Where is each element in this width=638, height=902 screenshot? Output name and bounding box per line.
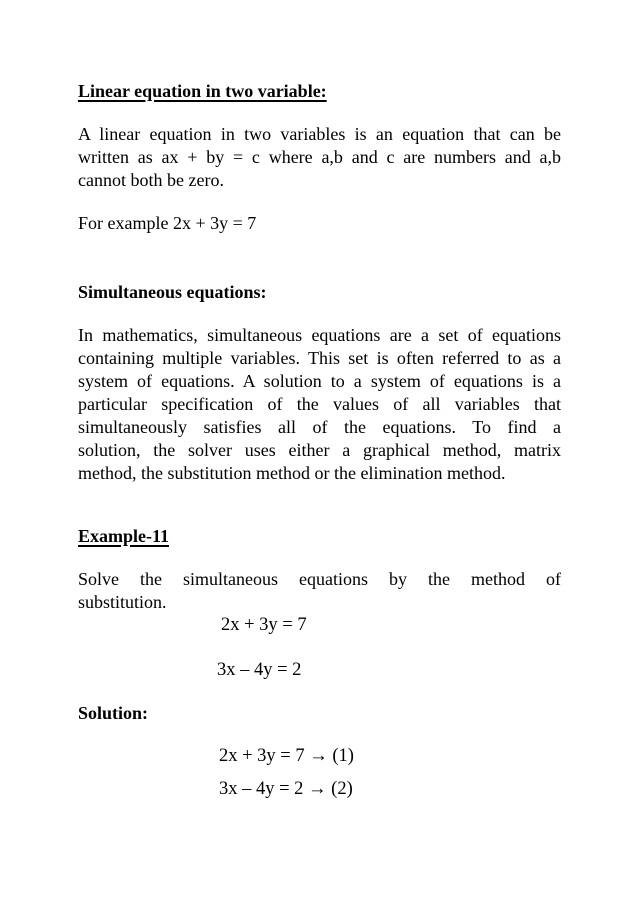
paragraph-line: written as ax + by = c where a,b and c are numbers and a,b (78, 147, 561, 167)
paragraph-line: cannot both be zero. (78, 170, 224, 190)
paragraph-line: solution, the solver uses either a graphical method, matrix (78, 440, 561, 460)
equation-2: 3x – 4y = 2 (217, 660, 302, 680)
paragraph-line: Solve the simultaneous equations by the method of (78, 569, 561, 589)
equation-1: 2x + 3y = 7 (221, 615, 307, 635)
simultaneous-equations-heading: Simultaneous equations: (78, 282, 267, 302)
paragraph-line: system of equations. A solution to a system of equations is a (78, 371, 561, 391)
solution-equation-1: 2x + 3y = 7 → (1) (219, 746, 354, 766)
example-11-heading: Example-11 (78, 526, 170, 546)
example-equation: For example 2x + 3y = 7 (78, 213, 257, 233)
linear-equation-heading: Linear equation in two variable: (78, 81, 327, 101)
paragraph-line: method, the substitution method or the elimination method. (78, 463, 506, 483)
paragraph-line: substitution. (78, 592, 167, 612)
solution-heading: Solution: (78, 703, 149, 723)
paragraph-line: particular specification of the values of all variables that (78, 394, 561, 414)
paragraph-line: A linear equation in two variables is an equation that can be (78, 124, 561, 144)
solution-equation-2: 3x – 4y = 2 → (2) (219, 779, 353, 799)
paragraph-line: In mathematics, simultaneous equations are a set of equations (78, 325, 561, 345)
paragraph-line: simultaneously satisfies all of the equations. To find a (78, 417, 561, 437)
paragraph-line: containing multiple variables. This set is often referred to as a (78, 348, 561, 368)
